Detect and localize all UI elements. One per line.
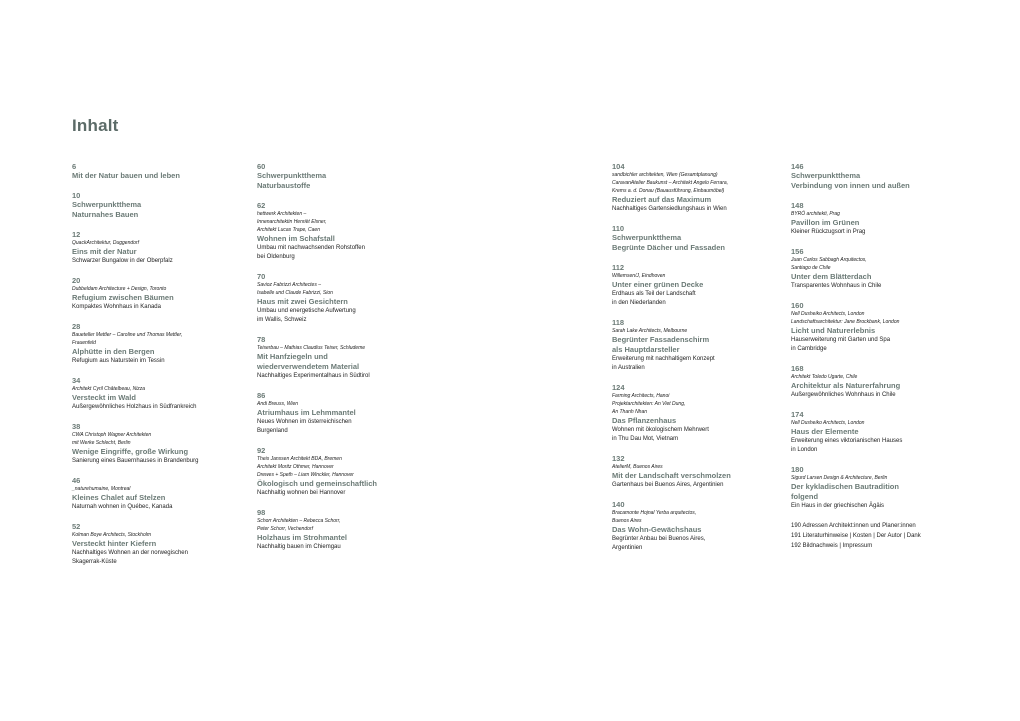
toc-entry[interactable]: [257, 201, 427, 262]
toc-entry[interactable]: [72, 191, 242, 220]
entry-subtitle: Refugium aus Naturstein im Tessin: [72, 358, 165, 364]
toc-entry[interactable]: [257, 272, 427, 325]
entry-credit: AtelierM, Buenos Aires: [612, 464, 663, 470]
toc-column-3: [612, 162, 782, 563]
entry-credit: QuackArchitektur, Duggendorf: [72, 240, 139, 246]
entry-title: Schwerpunktthema: [791, 171, 861, 180]
entry-subtitle: in Cambridge: [791, 346, 827, 352]
toc-entry[interactable]: [72, 322, 242, 366]
entry-credit: Sarah Lake Architects, Melbourne: [612, 328, 688, 334]
entry-subtitle: Erdhaus als Teil der Landschaft: [612, 291, 696, 297]
entry-title: Unter einer grünen Decke: [612, 280, 704, 289]
entry-title: Schwerpunktthema: [257, 171, 327, 180]
page-number: 78: [257, 335, 266, 344]
toc-entry[interactable]: [612, 454, 782, 490]
entry-subtitle: Umbau und energetische Aufwertung: [257, 308, 356, 314]
toc-column-4: [791, 162, 961, 551]
page-number: 46: [72, 476, 81, 485]
entry-subtitle: Nachhaltiges Wohnen an der norwegischen: [72, 550, 188, 556]
entry-subtitle: Wohnen mit ökologischem Mehrwert: [612, 427, 709, 433]
entry-credit: Buenos Aires: [612, 518, 642, 524]
toc-column-2: [257, 162, 427, 562]
entry-title: Wohnen im Schafstall: [257, 234, 335, 243]
entry-title: Pavillon im Grünen: [791, 218, 860, 227]
page-number: 70: [257, 272, 266, 281]
page-number: 168: [791, 364, 804, 373]
toc-entry[interactable]: [791, 162, 961, 191]
entry-subtitle: Nachhaltiges Experimentalhaus in Südtirol: [257, 373, 370, 379]
entry-credit: sandbichler architekten, Wien (Gesamtplanung): [612, 172, 718, 178]
entry-credit: Santiago de Chile: [791, 265, 831, 271]
entry-credit: Landschaftsarchitektur: Jane Brockbank, London: [791, 319, 900, 325]
entry-subtitle: Kompaktes Wohnhaus in Kanada: [72, 304, 161, 310]
entry-credit: Sigurd Larsen Design & Architecture, Berlin: [791, 475, 888, 481]
entry-credit: _naturehumaine, Montreal: [72, 486, 131, 492]
entry-credit: Projektarchitekten: An Viet Dung,: [612, 401, 686, 407]
entry-subtitle: Erweiterung eines viktorianischen Hauses: [791, 438, 903, 444]
entry-subtitle: Außergewöhnliches Holzhaus in Südfrankreich: [72, 404, 197, 410]
entry-title: Schwerpunktthema: [612, 233, 682, 242]
entry-credit: Drewes + Speth – Liam Winckler, Hannover: [257, 472, 354, 478]
entry-subtitle: in den Niederlanden: [612, 300, 666, 306]
page-title: Inhalt: [72, 116, 119, 135]
entry-subtitle: in London: [791, 447, 818, 453]
appendix-list: [791, 521, 961, 551]
entry-subtitle: Schwarzer Bungalow in der Oberpfalz: [72, 258, 173, 264]
page-number: 124: [612, 383, 625, 392]
toc-entry[interactable]: [72, 422, 242, 466]
toc-entry[interactable]: [257, 335, 427, 381]
toc-entry[interactable]: [257, 446, 427, 498]
entry-credit: An Thanh Nhan: [612, 409, 648, 415]
entry-credit: mit Werke Schlecht, Berlin: [72, 440, 131, 446]
entry-subtitle: Sanierung eines Bauernhauses in Brandenburg: [72, 458, 199, 464]
entry-subtitle: Umbau mit nachwachsenden Rohstoffen: [257, 245, 365, 251]
toc-entry[interactable]: [72, 276, 242, 312]
entry-subtitle: Gartenhaus bei Buenos Aires, Argentinien: [612, 482, 724, 488]
entry-subtitle: Argentinien: [612, 545, 643, 551]
entry-credit: Farming Architects, Hanoi: [612, 393, 670, 399]
entry-title: Versteckt im Wald: [72, 393, 136, 402]
entry-subtitle: in Australien: [612, 365, 645, 371]
toc-entry[interactable]: [72, 376, 242, 412]
entry-title: Mit der Landschaft verschmolzen: [612, 471, 731, 480]
page-number: 62: [257, 201, 266, 210]
toc-entry[interactable]: [791, 410, 961, 455]
page-number: 140: [612, 500, 625, 509]
entry-subtitle: Burgenland: [257, 428, 288, 434]
page-number: 86: [257, 391, 266, 400]
entry-credit: Willemsen/J, Eindhoven: [612, 273, 666, 279]
page-number: 174: [791, 410, 804, 419]
page-number: 146: [791, 162, 804, 171]
page-number: 118: [612, 318, 625, 327]
entry-subtitle: Nachhaltig bauen im Chiemgau: [257, 544, 341, 550]
entry-subtitle: Neues Wohnen im österreichischen: [257, 419, 352, 425]
entry-subtitle: Ein Haus in der griechischen Ägäis: [791, 503, 885, 509]
entry-title: Mit der Natur bauen und leben: [72, 171, 180, 180]
entry-credit: Architekt Moritz Othmer, Hannover: [257, 464, 334, 470]
entry-subtitle: bei Oldenburg: [257, 254, 295, 260]
entry-title: Eins mit der Natur: [72, 247, 137, 256]
entry-credit: Architekt Toledo Ugarte, Chile: [791, 374, 858, 380]
entry-subtitle: Außergewöhnliches Wohnhaus in Chile: [791, 392, 896, 398]
page-number: 38: [72, 422, 81, 431]
entry-title: Refugium zwischen Bäumen: [72, 293, 174, 302]
toc-entry[interactable]: [257, 508, 427, 552]
entry-title: Haus der Elemente: [791, 427, 859, 436]
entry-subtitle: Hauserweiterung mit Garten und Spa: [791, 337, 891, 343]
entry-title: Versteckt hinter Kiefern: [72, 539, 157, 548]
entry-title: Atriumhaus im Lehmmantel: [257, 408, 356, 417]
entry-title: Unter dem Blätterdach: [791, 272, 872, 281]
entry-credit: Savioz Fabrizzi Architectes –: [257, 282, 322, 288]
entry-subtitle: im Wallis, Schweiz: [257, 317, 307, 323]
toc-entry[interactable]: [612, 224, 782, 253]
entry-credit: Baueteller Mettler – Caroline und Thomas Mettler,: [72, 332, 183, 338]
entry-subtitle: Kleiner Rückzugsort in Prag: [791, 229, 866, 235]
toc-entry[interactable]: [612, 318, 782, 373]
entry-credit: Teiserbau – Mathias Claudius Teiser, Schludeme: [257, 345, 366, 351]
page-number: 160: [791, 301, 804, 310]
page-number: 28: [72, 322, 81, 331]
page-number: 12: [72, 230, 81, 239]
entry-subtitle: Begrünter Anbau bei Buenos Aires,: [612, 536, 706, 542]
entry-title: Schwerpunktthema: [72, 200, 142, 209]
toc-entry[interactable]: [791, 247, 961, 291]
entry-credit: Frauenfeld: [72, 340, 96, 346]
entry-title: wiederverwendetem Material: [257, 362, 360, 371]
entry-title: folgend: [791, 492, 819, 501]
entry-title: Alphütte in den Bergen: [72, 347, 155, 356]
entry-title: Das Pflanzenhaus: [612, 416, 677, 425]
page-number: 10: [72, 191, 81, 200]
toc-entry[interactable]: [72, 230, 242, 266]
entry-title: Kleines Chalet auf Stelzen: [72, 493, 166, 502]
toc-entry[interactable]: [72, 522, 242, 567]
toc-entry[interactable]: [612, 263, 782, 308]
entry-title: Ökologisch und gemeinschaftlich: [257, 479, 378, 488]
entry-credit: Theis Janssen Architekt BDA, Bremen: [257, 456, 342, 462]
entry-title: Haus mit zwei Gesichtern: [257, 297, 348, 306]
entry-title: Wenige Eingriffe, große Wirkung: [72, 447, 189, 456]
entry-title: Das Wohn-Gewächshaus: [612, 525, 702, 534]
toc-entry[interactable]: [72, 476, 242, 512]
toc-entry[interactable]: [791, 301, 961, 354]
page-number: 110: [612, 224, 625, 233]
appendix-item[interactable]: 190 Adressen Architekt:innen und Planer:innen: [791, 523, 916, 529]
toc-column-1: [72, 162, 242, 577]
entry-credit: hettwerk Architekten –: [257, 211, 307, 217]
entry-title: Begrünte Dächer und Fassaden: [612, 243, 725, 252]
appendix-item[interactable]: 191 Literaturhinweise | Kosten | Der Autor | Dank: [791, 533, 921, 539]
toc-entry[interactable]: [612, 383, 782, 444]
page-number: 60: [257, 162, 266, 171]
toc-entry[interactable]: [791, 201, 961, 237]
appendix-item[interactable]: 192 Bildnachweis | Impressum: [791, 543, 873, 549]
entry-credit: CaravanAtelier Baukunst – Architekt Angelo Ferrara,: [612, 180, 729, 186]
entry-credit: Isabelle und Claude Fabrizzi, Sion: [257, 290, 333, 296]
entry-subtitle: Transparentes Wohnhaus in Chile: [791, 283, 882, 289]
entry-credit: Nell Dusheiko Architects, London: [791, 311, 865, 317]
entry-credit: Dubbeldam Architecture + Design, Toronto: [72, 286, 167, 292]
entry-title: Mit Hanfziegeln und: [257, 352, 328, 361]
entry-credit: Innenarchitektin Henriët Elsner,: [257, 219, 327, 225]
entry-credit: CWA Christoph Wagner Architekten: [72, 432, 152, 438]
toc-entry[interactable]: [72, 162, 242, 181]
page-number: 6: [72, 162, 77, 171]
entry-title: Begrünter Fassadenschirm: [612, 335, 710, 344]
toc-entry[interactable]: [257, 391, 427, 436]
entry-title: Naturnahes Bauen: [72, 210, 139, 219]
entry-credit: Krems a. d. Donau (Bauausführung, Einbaumöbel): [612, 188, 725, 194]
entry-title: Architektur als Naturerfahrung: [791, 381, 901, 390]
page-number: 112: [612, 263, 625, 272]
page-number: 34: [72, 376, 81, 385]
entry-title: Verbindung von innen und außen: [791, 181, 910, 190]
entry-credit: Juan Carlos Sabbagh Arquitectos,: [791, 257, 867, 263]
page-number: 156: [791, 247, 804, 256]
page-number: 20: [72, 276, 81, 285]
entry-credit: BYRÓ architekti, Prag: [791, 211, 840, 217]
toc-entry[interactable]: [257, 162, 427, 191]
entry-credit: Peter Schorr, Vechendorf: [257, 526, 313, 532]
entry-title: Holzhaus im Strohmantel: [257, 533, 348, 542]
entry-credit: Architekt Lucas Trape, Caen: [257, 227, 320, 233]
entry-credit: Schorr Architekten – Rebecca Schorr,: [257, 518, 341, 524]
page-number: 92: [257, 446, 266, 455]
entry-subtitle: Naturnah wohnen in Québec, Kanada: [72, 504, 173, 510]
toc-entry[interactable]: [612, 162, 782, 214]
entry-subtitle: Nachhaltig wohnen bei Hannover: [257, 490, 346, 496]
entry-title: Reduziert auf das Maximum: [612, 195, 712, 204]
toc-entry[interactable]: [791, 465, 961, 511]
page-number: 52: [72, 522, 81, 531]
entry-subtitle: Nachhaltiges Gartensiedlungshaus in Wien: [612, 206, 727, 212]
entry-credit: Kolman Boye Architects, Stockholm: [72, 532, 152, 538]
entry-subtitle: Erweiterung mit nachhaltigem Konzept: [612, 356, 715, 362]
page-number: 98: [257, 508, 266, 517]
page-number: 104: [612, 162, 625, 171]
toc-entry[interactable]: [791, 364, 961, 400]
toc-entry[interactable]: [612, 500, 782, 553]
page-number: 148: [791, 201, 804, 210]
entry-title: Licht und Naturerlebnis: [791, 326, 876, 335]
entry-subtitle: in Thu Dau Mot, Vietnam: [612, 436, 679, 442]
entry-subtitle: Skagerrak-Küste: [72, 559, 117, 565]
page-number: 180: [791, 465, 804, 474]
entry-title: als Hauptdarsteller: [612, 345, 680, 354]
entry-credit: Architekt Cyril Châtelbeau, Nizza: [72, 386, 146, 392]
entry-credit: Bracamonte Hojnal Yerba arquitectos,: [612, 510, 697, 516]
entry-title: Naturbaustoffe: [257, 181, 311, 190]
entry-credit: Nell Dusheiko Architects, London: [791, 420, 865, 426]
entry-credit: Andi Breuss, Wien: [257, 401, 299, 407]
page-number: 132: [612, 454, 625, 463]
entry-title: Der kykladischen Bautradition: [791, 482, 899, 491]
